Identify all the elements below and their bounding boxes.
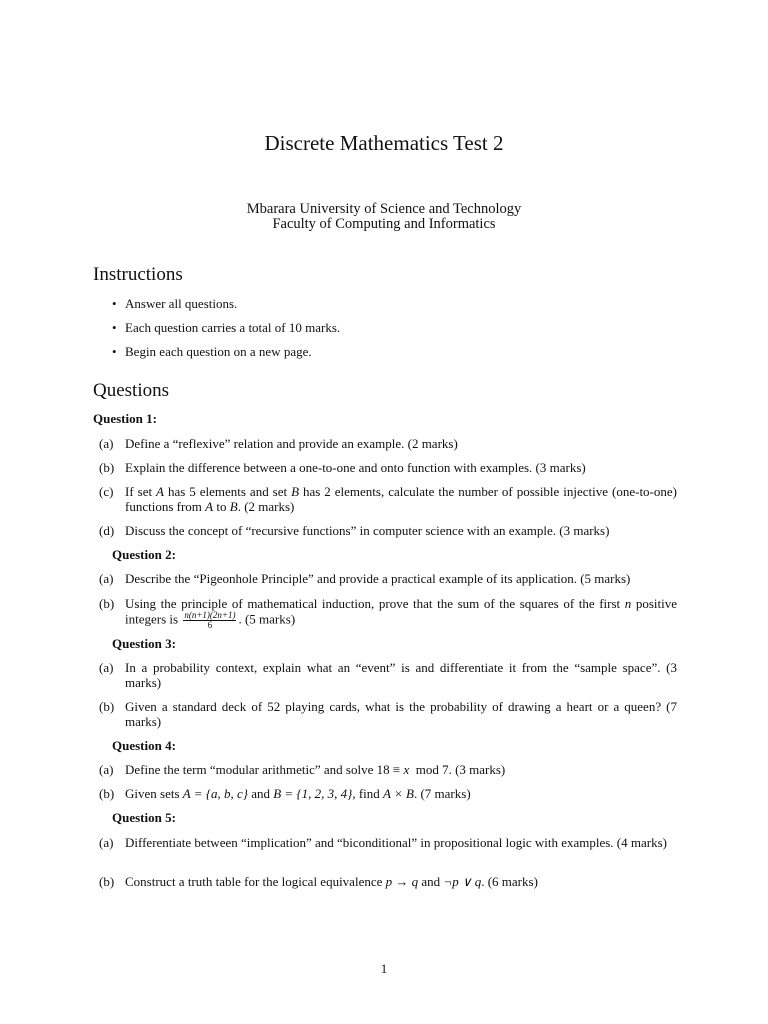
item-label: (b)	[99, 596, 115, 611]
questions-heading: Questions	[93, 380, 169, 401]
instruction-item	[112, 320, 340, 336]
question-1c	[99, 484, 677, 514]
item-text: Define a “reflexive” relation and provide an example. (2 marks)	[125, 436, 458, 451]
instruction-item	[112, 344, 312, 360]
item-text: Define the term “modular arithmetic” and solve 18 ≡ x mod 7. (3 marks)	[125, 762, 506, 777]
item-text: In a probability context, explain what an “event” is and differentiate it from the “sample space”. (3 marks)	[125, 660, 677, 690]
question-2a	[99, 571, 677, 586]
question-5b	[99, 874, 677, 889]
university-name: Mbarara University of Science and Technology	[246, 201, 522, 217]
question-3-heading: Question 3:	[112, 636, 176, 651]
question-1d	[99, 523, 677, 538]
question-4b	[99, 786, 677, 801]
fraction: $\frac{n(n+1)(2n+1)}{6}$	[184, 610, 236, 630]
question-3b	[99, 699, 677, 729]
item-label: (a)	[99, 660, 114, 675]
instruction-text: Begin each question on a new page.	[125, 344, 312, 359]
item-label: (b)	[99, 874, 115, 889]
item-text: Given a standard deck of 52 playing cards, what is the probability of drawing a heart or a queen? (7 marks)	[125, 699, 677, 729]
instruction-item	[112, 296, 237, 312]
instruction-text: Each question carries a total of 10 marks.	[125, 320, 341, 335]
question-4a	[99, 762, 677, 777]
bullet-icon: •	[112, 320, 117, 335]
question-5-heading: Question 5:	[112, 810, 176, 825]
question-1-heading: Question 1:	[93, 411, 157, 426]
item-text: Construct a truth table for the logical equivalence p → q and ¬p ∨ q. (6 marks)	[125, 874, 538, 889]
question-5a	[99, 835, 677, 850]
item-label: (b)	[99, 699, 115, 714]
bullet-icon: •	[112, 344, 117, 359]
page-number: 1	[380, 961, 388, 976]
question-4-heading: Question 4:	[112, 738, 176, 753]
item-label: (a)	[99, 436, 114, 451]
item-text: Given sets A = {a, b, c} and B = {1, 2, 3, 4}, find A × B. (7 marks)	[125, 786, 471, 801]
faculty-name: Faculty of Computing and Informatics	[272, 216, 496, 232]
bullet-icon: •	[112, 296, 117, 311]
item-text: Differentiate between “implication” and “biconditional” in propositional logic with examples. (4 marks)	[125, 835, 667, 850]
item-label: (a)	[99, 762, 114, 777]
item-text: Using the principle of mathematical induction, prove that the sum of the squares of the first n positive integers is $\frac{n(n+1)(2n+1)}{6}$ . (5 marks)	[125, 596, 677, 630]
item-text: Discuss the concept of “recursive functions” in computer science with an example. (3 marks)	[125, 523, 610, 538]
item-label: (b)	[99, 460, 115, 475]
item-text: If set A has 5 elements and set B has 2 elements, calculate the number of possible injective (one-to-one) functions from A to B. (2 marks)	[125, 484, 677, 514]
item-label: (b)	[99, 786, 115, 801]
item-text: Describe the “Pigeonhole Principle” and provide a practical example of its application. (5 marks)	[125, 571, 631, 586]
item-label: (d)	[99, 523, 115, 538]
item-label: (c)	[99, 484, 114, 499]
question-1b	[99, 460, 677, 475]
instructions-heading: Instructions	[93, 264, 183, 285]
question-1a	[99, 436, 677, 451]
question-3a	[99, 660, 677, 690]
document-title: Discrete Mathematics Test 2	[264, 131, 504, 155]
item-text: Explain the difference between a one-to-one and onto function with examples. (3 marks)	[125, 460, 586, 475]
question-2b	[99, 596, 677, 630]
question-2-heading: Question 2:	[112, 547, 176, 562]
instruction-text: Answer all questions.	[125, 296, 238, 311]
item-label: (a)	[99, 835, 114, 850]
item-label: (a)	[99, 571, 114, 586]
